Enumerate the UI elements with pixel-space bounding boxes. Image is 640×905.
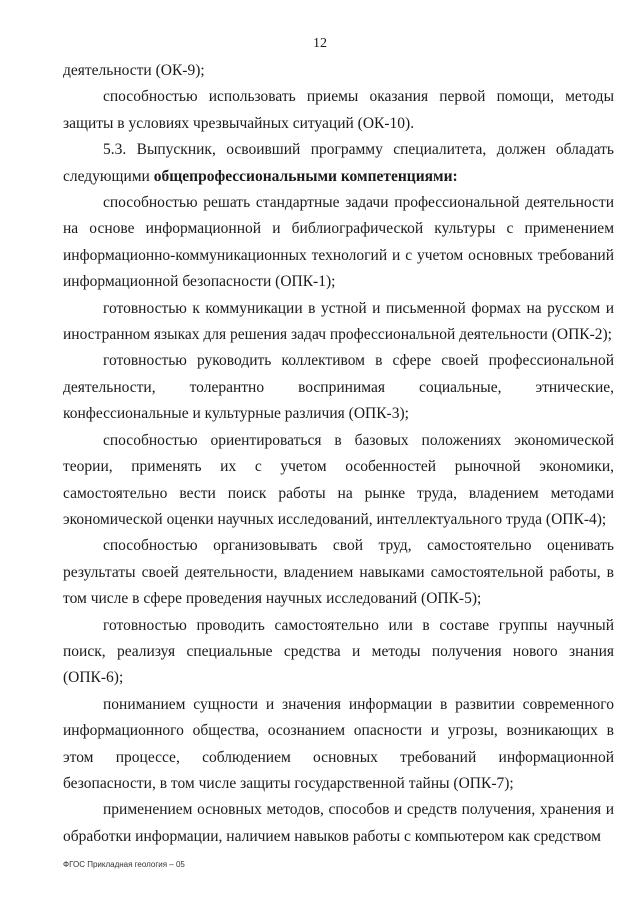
paragraph: способностью ориентироваться в базовых положениях экономической теории, применять их с учетом особенностей рыночной экономики, самостоятельно вести поиск работы на рынке труда, владением методами экономической оценки научных исследований, интеллектуального труда (ОПК-4); [63, 431, 614, 528]
paragraph: способностью использовать приемы оказания первой помощи, методы защиты в условиях чрезвычайных ситуаций (ОК-10). [63, 88, 614, 132]
paragraph: деятельности (ОК-9); [63, 62, 205, 79]
paragraph: пониманием сущности и значения информации в развитии современного информационного общества, осознанием опасности и угрозы, возникающих в этом процессе, соблюдением основных требований информационной безопасности, в том числе защиты государственной тайны (ОПК-7); [63, 695, 614, 792]
paragraph-text: 5.3. Выпускник, освоивший программу специалитета, должен обладать следующими [63, 141, 614, 185]
paragraph: готовностью к коммуникации в устной и письменной формах на русском и иностранном языках для решения задач профессиональной деятельности (ОПК-2); [63, 299, 614, 344]
footer-text: ФГОС Прикладная геология – 05 [63, 860, 185, 869]
document-body [63, 58, 614, 850]
paragraph: способностью организовывать свой труд, самостоятельно оценивать результаты своей деятельности, владением навыками самостоятельной работы, в том числе в сфере проведения научных исследований (ОПК-5); [63, 537, 614, 608]
paragraph: способностью решать стандартные задачи профессиональной деятельности на основе информационной и библиографической культуры с применением информационно-коммуникационных технологий и с учетом основных требований информационной безопасности (ОПК-1); [63, 194, 614, 291]
page-number: 12 [313, 36, 327, 51]
paragraph [63, 137, 614, 190]
paragraph: применением основных методов, способов и средств получения, хранения и обработки информации, наличием навыков работы с компьютером как средством [63, 801, 614, 845]
bold-heading: общепрофессиональными компетенциями: [153, 167, 458, 185]
paragraph: готовностью руководить коллективом в сфере своей профессиональной деятельности, толерантно воспринимая социальные, этнические, конфессиональные и культурные различия (ОПК-3); [63, 352, 614, 423]
paragraph: готовностью проводить самостоятельно или в составе группы научный поиск, реализуя специальные средства и методы получения нового знания (ОПК-6); [63, 616, 614, 687]
